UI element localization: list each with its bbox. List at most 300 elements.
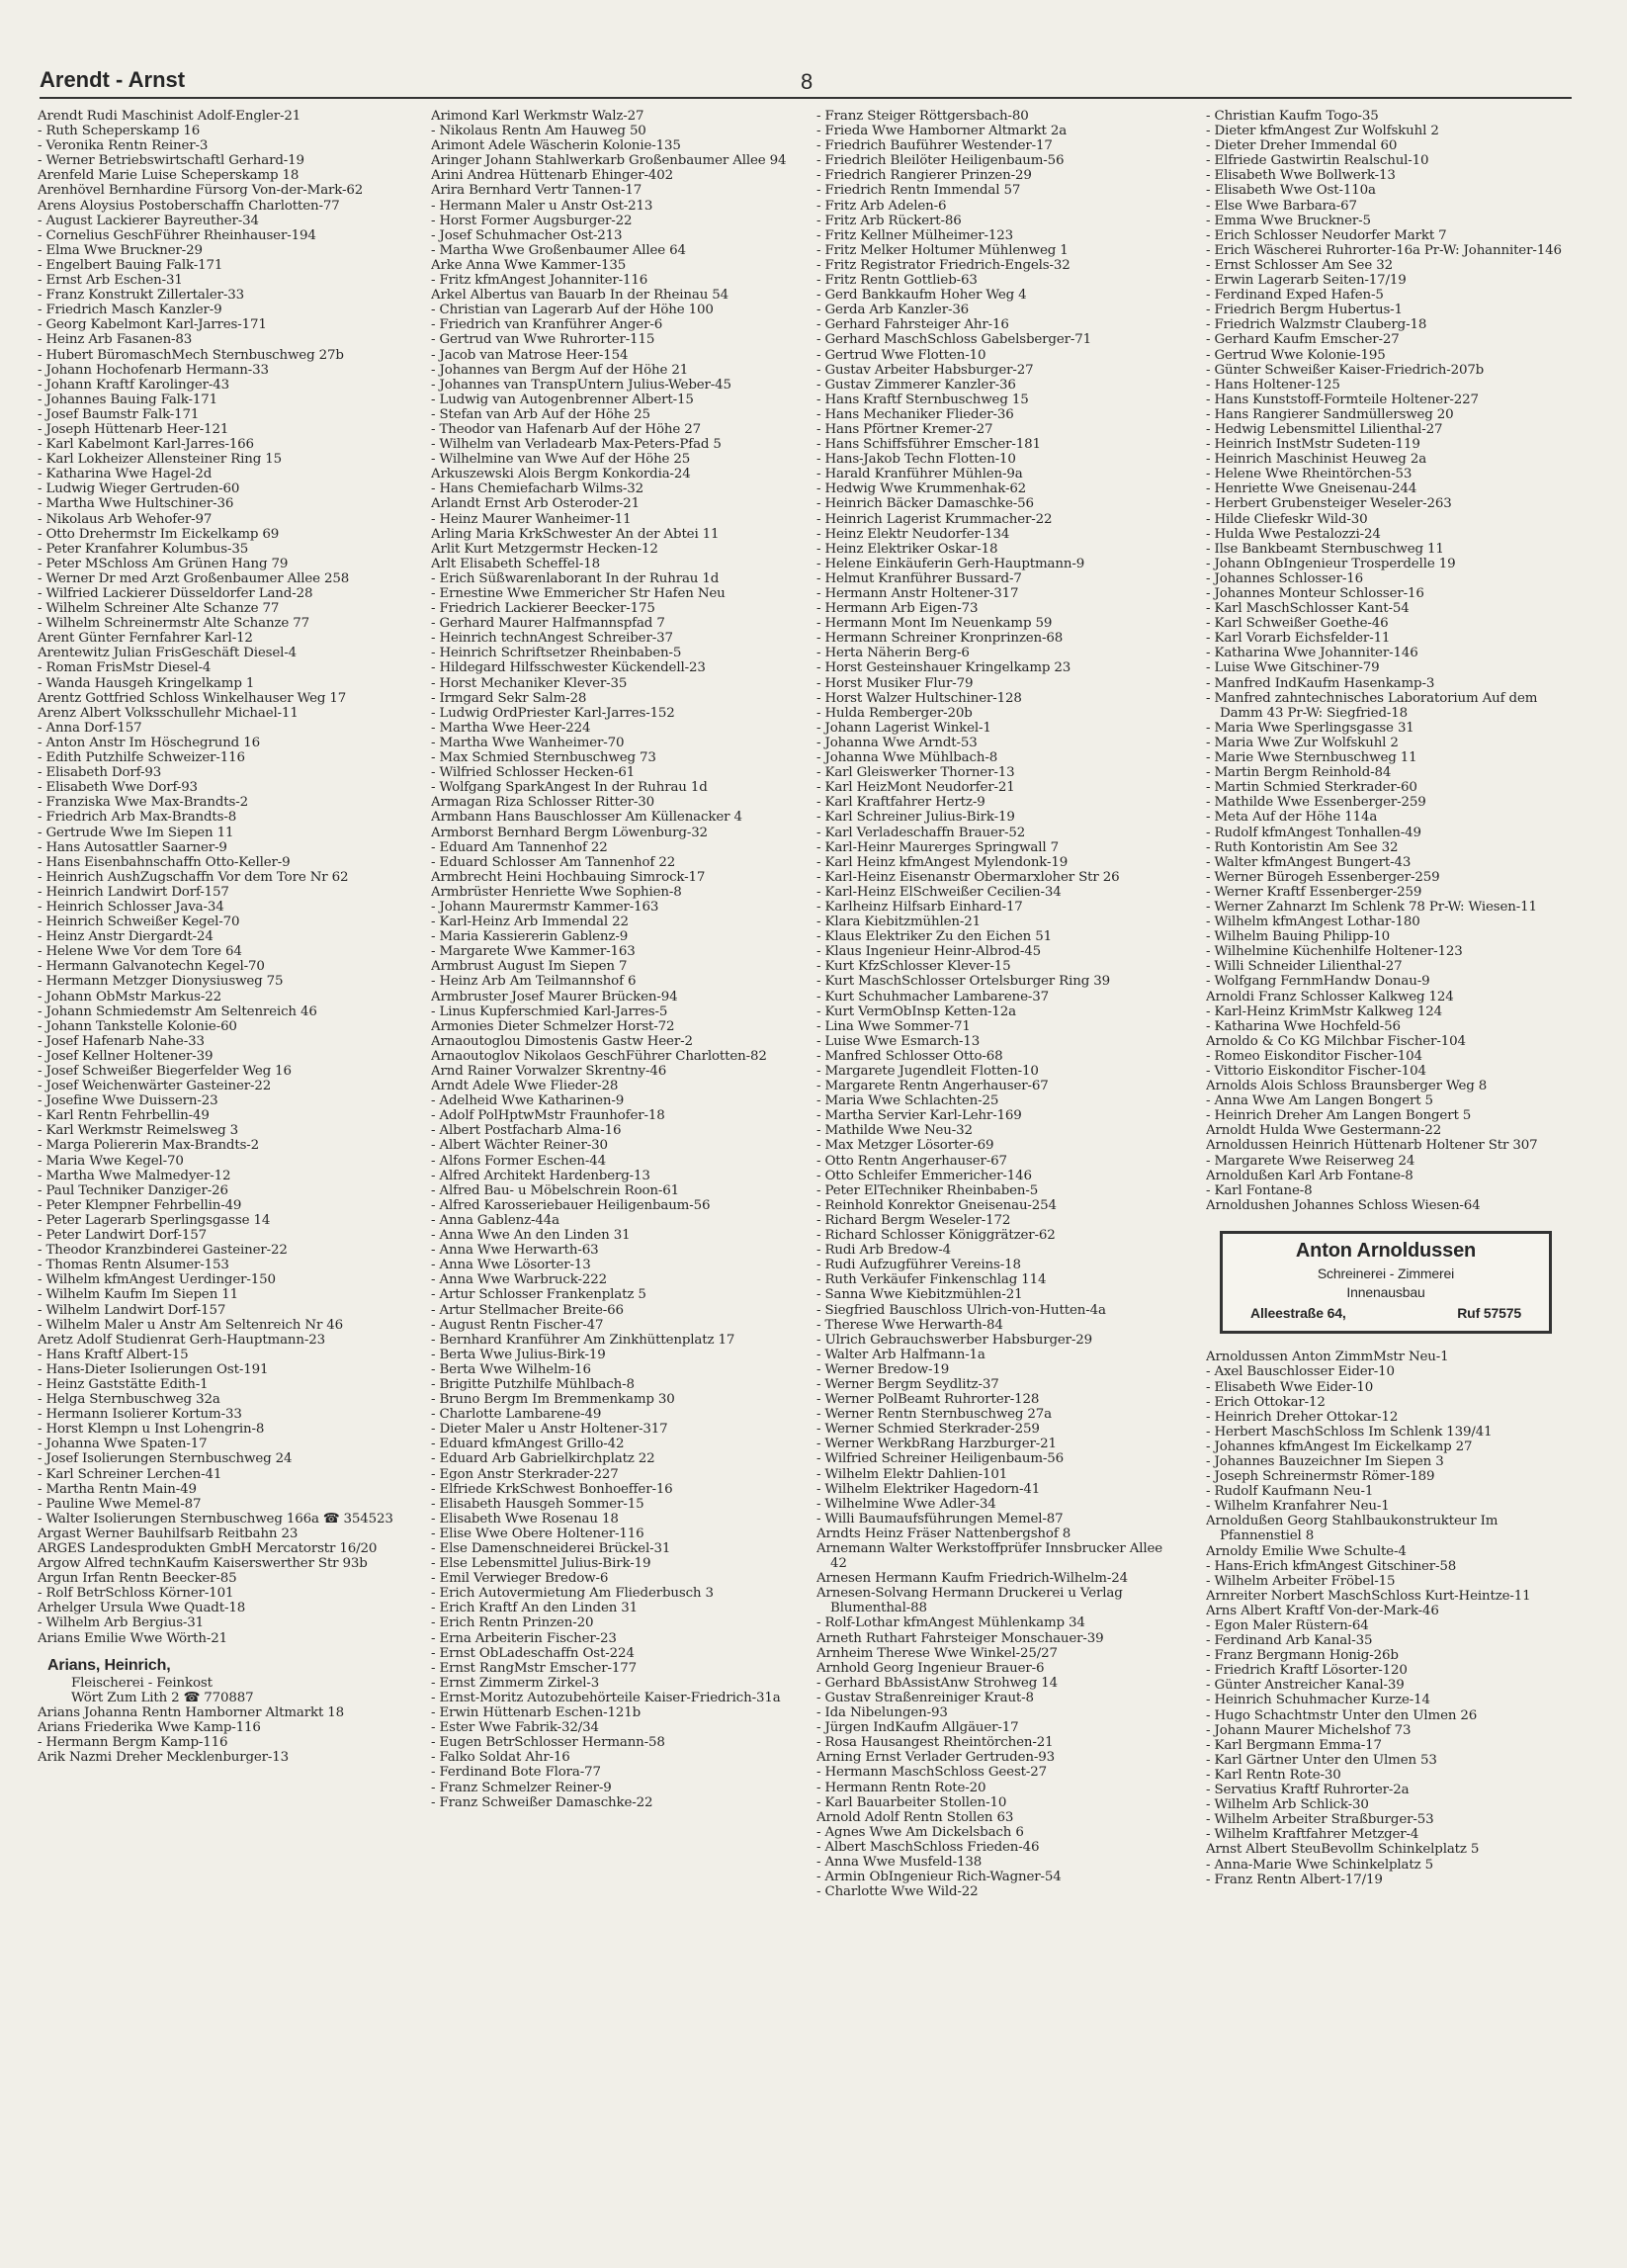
- directory-entry: - Elfriede Gastwirtin Realschul-10: [1206, 153, 1429, 169]
- directory-entry: - Heinz Maurer Wanheimer-11: [431, 511, 632, 527]
- directory-entry: - Margarete Wwe Kammer-163: [431, 944, 636, 960]
- directory-entry: Arens Aloysius Postoberschaffn Charlotten-77: [38, 198, 340, 214]
- directory-entry: - Heinrich Bäcker Damaschke-56: [816, 496, 1034, 512]
- directory-entry: - Josef Weichenwärter Gasteiner-22: [38, 1079, 272, 1094]
- directory-entry: - Fritz Melker Holtumer Mühlenweg 1: [816, 242, 1069, 258]
- directory-entry: - Wilhelm Arbeiter Straßburger-53: [1206, 1812, 1434, 1828]
- directory-entry: - Anton Anstr Im Höschegrund 16: [38, 735, 260, 750]
- directory-entry: - Fritz Arb Rückert-86: [816, 213, 962, 228]
- directory-entry: - Hans Autosattler Saarner-9: [38, 839, 227, 855]
- directory-entry: - Hans Eisenbahnschaffn Otto-Keller-9: [38, 854, 291, 870]
- directory-entry: - Bernhard Kranführer Am Zinkhüttenplatz 17: [431, 1332, 735, 1348]
- directory-entry: - Karl Gärtner Unter den Ulmen 53: [1206, 1752, 1437, 1768]
- directory-entry: - Martha Wwe Malmedyer-12: [38, 1168, 231, 1183]
- directory-entry: - Lina Wwe Sommer-71: [816, 1018, 971, 1034]
- directory-entry: - Hildegard Hilfsschwester Kückendell-23: [431, 660, 706, 676]
- directory-entry: - Karl-Heinz KrimMstr Kalkweg 124: [1206, 1003, 1443, 1019]
- directory-entry: - Gustav Straßenreiniger Kraut-8: [816, 1690, 1034, 1705]
- directory-entry: - Wilhelm Arb Bergius-31: [38, 1615, 205, 1631]
- directory-entry: - Wilhelm van Verladearb Max-Peters-Pfad 5: [431, 437, 722, 453]
- directory-entry: - Christian van Lagerarb Auf der Höhe 100: [431, 303, 714, 318]
- directory-entry: - Katharina Wwe Hagel-2d: [38, 467, 213, 482]
- directory-entry: - Karl-Heinz ElSchweißer Cecilien-34: [816, 884, 1062, 900]
- directory-entry: - Engelbert Bauing Falk-171: [38, 257, 223, 273]
- directory-entry: - Helga Sternbuschweg 32a: [38, 1392, 220, 1408]
- directory-entry: - Johannes Bauing Falk-171: [38, 392, 218, 407]
- directory-entry: - Joseph Hüttenarb Heer-121: [38, 421, 229, 437]
- directory-entry: - Marga Poliererin Max-Brandts-2: [38, 1138, 260, 1154]
- directory-entry: - Gerhard Kaufm Emscher-27: [1206, 332, 1400, 348]
- directory-entry: - Veronika Rentn Reiner-3: [38, 138, 209, 154]
- directory-entry: - Erwin Lagerarb Seiten-17/19: [1206, 273, 1407, 289]
- directory-entry: - Wilhelm Arb Schlick-30: [1206, 1797, 1369, 1813]
- directory-entry: - Walter Arb Halfmann-1a: [816, 1347, 985, 1362]
- directory-entry: - Josef Hafenarb Nahe-33: [38, 1033, 205, 1049]
- directory-entry: - Karl Verladeschaffn Brauer-52: [816, 825, 1026, 840]
- directory-entry: - Dieter Maler u Anstr Holtener-317: [431, 1422, 668, 1438]
- directory-entry: - Hermann Anstr Holtener-317: [816, 586, 1019, 601]
- directory-entry: Arenz Albert Volksschullehr Michael-11: [38, 705, 299, 721]
- directory-entry: - Karl-Heinr Maurerges Springwall 7: [816, 839, 1059, 855]
- directory-entry: - Richard Schlosser Königgrätzer-62: [816, 1228, 1056, 1244]
- directory-entry: - Dieter Dreher Immendal 60: [1206, 138, 1398, 154]
- directory-entry: - Elisabeth Wwe Ost-110a: [1206, 183, 1376, 199]
- directory-entry: Arns Albert Kraftf Von-der-Mark-46: [1206, 1603, 1439, 1618]
- directory-entry: - Wilhelm Kranfahrer Neu-1: [1206, 1499, 1390, 1515]
- directory-entry: - Karl MaschSchlosser Kant-54: [1206, 601, 1410, 617]
- directory-entry: - Friedrich van Kranführer Anger-6: [431, 317, 663, 333]
- directory-entry: - Brigitte Putzhilfe Mühlbach-8: [431, 1376, 635, 1392]
- directory-entry: - Servatius Kraftf Ruhrorter-2a: [1206, 1783, 1410, 1798]
- directory-entry: - Hedwig Lebensmittel Lilienthal-27: [1206, 421, 1443, 437]
- directory-entry: - Martin Bergm Reinhold-84: [1206, 765, 1392, 781]
- directory-entry: - Karl Bauarbeiter Stollen-10: [816, 1794, 1007, 1810]
- ad-box-phone: Ruf 57575: [1457, 1305, 1521, 1322]
- directory-entry: - Johann Lagerist Winkel-1: [816, 720, 991, 736]
- directory-entry: - Karl-Heinz Eisenanstr Obermarxloher Str 26: [816, 869, 1120, 885]
- directory-entry: - Wilhelm Kraftfahrer Metzger-4: [1206, 1827, 1419, 1843]
- directory-entry: - Wilfried Schreiner Heiligenbaum-56: [816, 1451, 1064, 1467]
- directory-entry: - Maria Wwe Sperlingsgasse 31: [1206, 720, 1414, 736]
- directory-entry: - Helene Wwe Rheintörchen-53: [1206, 467, 1413, 482]
- directory-entry: Arimont Adele Wäscherin Kolonie-135: [431, 138, 681, 154]
- directory-entry: Arnst Albert SteuBevollm Schinkelplatz 5: [1206, 1842, 1480, 1858]
- directory-entry: - Johannes van TranspUntern Julius-Weber-45: [431, 377, 731, 393]
- directory-entry: - Gustav Zimmerer Kanzler-36: [816, 377, 1016, 393]
- directory-entry: Arira Bernhard Vertr Tannen-17: [431, 183, 642, 199]
- directory-entry: - Hans Pförtner Kremer-27: [816, 421, 993, 437]
- ad-box-address: Alleestraße 64,: [1250, 1305, 1346, 1322]
- directory-entry: Arnoldy Emilie Wwe Schulte-4: [1206, 1543, 1407, 1559]
- directory-entry: - Horst Musiker Flur-79: [816, 675, 974, 691]
- directory-entry: - Karlheinz Hilfsarb Einhard-17: [816, 899, 1023, 915]
- directory-entry: - Josef Isolierungen Sternbuschweg 24: [38, 1451, 293, 1467]
- directory-entry: - Luise Wwe Gitschiner-79: [1206, 660, 1380, 676]
- directory-entry: Arentewitz Julian FrisGeschäft Diesel-4: [38, 646, 298, 661]
- directory-entry: Arenhövel Bernhardine Fürsorg Von-der-Mark-62: [38, 183, 364, 199]
- directory-entry: - Johannes van Bergm Auf der Höhe 21: [431, 362, 689, 378]
- directory-entry: - Falko Soldat Ahr-16: [431, 1750, 570, 1766]
- directory-entry: Arkuszewski Alois Bergm Konkordia-24: [431, 467, 691, 482]
- directory-entry: - Heinrich Lagerist Krummacher-22: [816, 511, 1053, 527]
- directory-entry: - Harald Kranführer Mühlen-9a: [816, 467, 1023, 482]
- directory-entry: - Hans-Jakob Techn Flotten-10: [816, 452, 1016, 468]
- entry-list-1: [38, 109, 403, 1646]
- directory-entry: - Franz Schweißer Damaschke-22: [431, 1794, 653, 1810]
- directory-entry: - Erich Autovermietung Am Fliederbusch 3: [431, 1586, 714, 1602]
- directory-entry: - Hubert BüromaschMech Sternbuschweg 27b: [38, 347, 344, 363]
- directory-entry: - Else Wwe Barbara-67: [1206, 198, 1357, 214]
- directory-entry: - Hedwig Wwe Krummenhak-62: [816, 481, 1027, 497]
- directory-entry: - Margarete Rentn Angerhauser-67: [816, 1079, 1049, 1094]
- directory-entry: - Friedrich Rangierer Prinzen-29: [816, 168, 1032, 184]
- directory-entry: - Werner Bergm Seydlitz-37: [816, 1376, 999, 1392]
- directory-entry: Arling Maria KrkSchwester An der Abtei 11: [431, 526, 720, 542]
- directory-entry: - Elisabeth Dorf-93: [38, 765, 162, 781]
- entry-list-4: [1206, 109, 1572, 1213]
- directory-entry: - Ludwig van Autogenbrenner Albert-15: [431, 392, 694, 407]
- directory-entry: Arnoldt Hulda Wwe Gestermann-22: [1206, 1123, 1442, 1139]
- directory-entry: - Ernst Arb Eschen-31: [38, 273, 183, 289]
- directory-entry: - Werner Schmied Sterkrader-259: [816, 1422, 1040, 1438]
- directory-entry: Aringer Johann Stahlwerkarb Großenbaumer Allee 94: [431, 153, 787, 169]
- directory-entry: - Friedrich Lackierer Beecker-175: [431, 601, 655, 617]
- directory-entry: - Agnes Wwe Am Dickelsbach 6: [816, 1824, 1024, 1840]
- column-2: [431, 109, 797, 2254]
- directory-entry: - Richard Bergm Weseler-172: [816, 1212, 1011, 1228]
- directory-entry: Arini Andrea Hüttenarb Ehinger-402: [431, 168, 673, 184]
- directory-entry: - Erich Rentn Prinzen-20: [431, 1615, 594, 1631]
- directory-entry: - Karl Schreiner Julius-Birk-19: [816, 810, 1015, 826]
- directory-entry: - Elfriede KrkSchwest Bonhoeffer-16: [431, 1481, 673, 1497]
- directory-entry: - Pauline Wwe Memel-87: [38, 1496, 202, 1512]
- directory-entry: Arnoldushen Johannes Schloss Wiesen-64: [1206, 1197, 1481, 1213]
- directory-entry: - Friedrich Walzmstr Clauberg-18: [1206, 317, 1427, 333]
- directory-entry: - Heinz Elektr Neudorfer-134: [816, 526, 1010, 542]
- directory-entry: - Wolfgang FernmHandw Donau-9: [1206, 974, 1430, 990]
- directory-entry: - Peter MSchloss Am Grünen Hang 79: [38, 556, 289, 571]
- directory-entry: Armagan Riza Schlosser Ritter-30: [431, 795, 655, 811]
- directory-entry: - Cornelius GeschFührer Rheinhauser-194: [38, 227, 316, 243]
- directory-entry: - Hilde Cliefeskr Wild-30: [1206, 511, 1368, 527]
- directory-entry: - Else Damenschneiderei Brückel-31: [431, 1541, 671, 1556]
- directory-entry: - Marie Wwe Sternbuschweg 11: [1206, 750, 1417, 766]
- directory-entry: - Wilhelmine Wwe Adler-34: [816, 1496, 996, 1512]
- directory-entry: - Martha Wwe Heer-224: [431, 720, 591, 736]
- ad-inline-entry: Arians Johanna Rentn Hamborner Altmarkt 18: [38, 1704, 345, 1720]
- directory-entry: - Berta Wwe Wilhelm-16: [431, 1361, 591, 1377]
- directory-entry: - Hans-Erich kfmAngest Gitschiner-58: [1206, 1558, 1457, 1574]
- directory-entry: - Ferdinand Bote Flora-77: [431, 1765, 601, 1781]
- directory-entry: - Anna Wwe Warbruck-222: [431, 1272, 607, 1288]
- directory-entry: - Kurt KfzSchlosser Klever-15: [816, 959, 1011, 975]
- directory-entry: - Werner Kraftf Essenberger-259: [1206, 884, 1422, 900]
- directory-entry: ARGES Landesprodukten GmbH Mercatorstr 16/20: [38, 1541, 378, 1556]
- directory-entry: - Kurt Schuhmacher Lambarene-37: [816, 989, 1050, 1004]
- directory-entry: - Wilhelm Schreinermstr Alte Schanze 77: [38, 616, 309, 632]
- directory-entry: - Wilhelm Elektriker Hagedorn-41: [816, 1481, 1041, 1497]
- directory-entry: - Joseph Schreinermstr Römer-189: [1206, 1469, 1435, 1485]
- directory-entry: - Erich Kraftf An den Linden 31: [431, 1601, 639, 1616]
- directory-entry: - Stefan van Arb Auf der Höhe 25: [431, 406, 650, 422]
- directory-entry: - Hermann Isolierer Kortum-33: [38, 1407, 242, 1423]
- directory-entry: - Karl Gleiswerker Thorner-13: [816, 765, 1015, 781]
- directory-entry: - Albert MaschSchloss Frieden-46: [816, 1839, 1040, 1855]
- directory-entry: - Werner Zahnarzt Im Schlenk 78 Pr-W: Wiesen-11: [1206, 899, 1537, 915]
- directory-entry: - Heinrich Schuhmacher Kurze-14: [1206, 1693, 1430, 1708]
- directory-entry: - Charlotte Lambarene-49: [431, 1407, 602, 1423]
- directory-entry: - Axel Bauschlosser Eider-10: [1206, 1364, 1395, 1380]
- directory-entry: Armborst Bernhard Bergm Löwenburg-32: [431, 825, 708, 840]
- directory-entry: Arnaoutoglou Dimostenis Gastw Heer-2: [431, 1033, 693, 1049]
- directory-entry: - Willi Schneider Lilienthal-27: [1206, 959, 1403, 975]
- directory-entry: Armbrust August Im Siepen 7: [431, 959, 628, 975]
- directory-entry: - Herta Näherin Berg-6: [816, 646, 970, 661]
- directory-entry: Armbrecht Heini Hochbauing Simrock-17: [431, 869, 706, 885]
- advertisement-box: [1220, 1231, 1552, 1334]
- directory-entry: Arnoldussen Heinrich Hüttenarb Holtener Str 307: [1206, 1138, 1538, 1154]
- directory-entry: - Mathilde Wwe Essenberger-259: [1206, 795, 1426, 811]
- directory-entry: - Johann ObIngenieur Trosperdelle 19: [1206, 556, 1456, 571]
- directory-entry: Arnd Rainer Vorwalzer Skrentny-46: [431, 1064, 667, 1079]
- directory-entry: - Franz Konstrukt Zillertaler-33: [38, 288, 244, 304]
- directory-entry: - Hermann Metzger Dionysiusweg 75: [38, 974, 284, 990]
- directory-entry: - Heinrich Dreher Ottokar-12: [1206, 1409, 1399, 1425]
- ad-inline-entry: Arians Friederika Wwe Kamp-116: [38, 1719, 261, 1735]
- directory-entry: - Elisabeth Hausgeh Sommer-15: [431, 1496, 644, 1512]
- directory-entry: - Johannes kfmAngest Im Eickelkamp 27: [1206, 1439, 1473, 1454]
- directory-entry: - Nikolaus Rentn Am Hauweg 50: [431, 124, 646, 139]
- directory-entry: - Heinrich Maschinist Heuweg 2a: [1206, 452, 1427, 468]
- directory-entry: - Therese Wwe Herwarth-84: [816, 1317, 1003, 1333]
- directory-entry: - Karl HeizMont Neudorfer-21: [816, 780, 1015, 796]
- directory-entry: - Gerd Bankkaufm Hoher Weg 4: [816, 288, 1027, 304]
- directory-entry: - Ferdinand Arb Kanal-35: [1206, 1633, 1373, 1649]
- directory-entry: - Alfred Architekt Hardenberg-13: [431, 1168, 650, 1183]
- directory-entry: - Heinrich Landwirt Dorf-157: [38, 884, 229, 900]
- entry-list-5: [1206, 1350, 1572, 1886]
- directory-entry: - Theodor Kranzbinderei Gasteiner-22: [38, 1243, 288, 1259]
- inline-advertisement: [38, 1656, 403, 1766]
- directory-entry: - Heinrich Schriftsetzer Rheinbaben-5: [431, 646, 682, 661]
- directory-entry: - Alfred Karosseriebauer Heiligenbaum-56: [431, 1197, 711, 1213]
- directory-entry: - Johannes Bauzeichner Im Siepen 3: [1206, 1453, 1444, 1469]
- directory-entry: - Frieda Wwe Hamborner Altmarkt 2a: [816, 124, 1068, 139]
- directory-entry: - Johann Schmiedemstr Am Seltenreich 46: [38, 1003, 317, 1019]
- directory-entry: - Johann Hochofenarb Hermann-33: [38, 362, 269, 378]
- directory-entry: Aretz Adolf Studienrat Gerh-Hauptmann-23: [38, 1332, 325, 1348]
- directory-entry: - Ruth Scheperskamp 16: [38, 124, 201, 139]
- directory-entry: Arentz Gottfried Schloss Winkelhauser Weg 17: [38, 690, 347, 706]
- directory-entry: - Hans Kunststoff-Formteile Holtener-227: [1206, 392, 1479, 407]
- directory-entry: - Peter ElTechniker Rheinbaben-5: [816, 1182, 1039, 1198]
- directory-entry: - Johann Tankstelle Kolonie-60: [38, 1018, 237, 1034]
- directory-entry: - Werner Betriebswirtschaftl Gerhard-19: [38, 153, 304, 169]
- directory-entry: - Wilhelm Schreiner Alte Schanze 77: [38, 601, 280, 617]
- directory-entry: - Romeo Eiskonditor Fischer-104: [1206, 1048, 1422, 1064]
- directory-entry: - Margarete Jugendleit Flotten-10: [816, 1064, 1039, 1079]
- directory-entry: - Mathilde Wwe Neu-32: [816, 1123, 973, 1139]
- directory-entry: - Hulda Remberger-20b: [816, 705, 973, 721]
- directory-entry: - Franziska Wwe Max-Brandts-2: [38, 795, 248, 811]
- directory-entry: - Berta Wwe Julius-Birk-19: [431, 1347, 606, 1362]
- directory-entry: - Anna Wwe An den Linden 31: [431, 1228, 631, 1244]
- directory-entry: - Maria Kassiererin Gablenz-9: [431, 929, 629, 945]
- directory-entry: - Hans Holtener-125: [1206, 377, 1340, 393]
- directory-entry: - Ernst RangMstr Emscher-177: [431, 1660, 637, 1676]
- directory-entry: - August Rentn Fischer-47: [431, 1317, 604, 1333]
- directory-entry: Armbann Hans Bauschlosser Am Küllenacker 4: [431, 810, 742, 826]
- directory-entry: - Adelheid Wwe Katharinen-9: [431, 1093, 625, 1109]
- directory-entry: - Kurt VermObInsp Ketten-12a: [816, 1003, 1017, 1019]
- directory-entry: - August Lackierer Bayreuther-34: [38, 213, 259, 228]
- directory-entry: Arnheim Therese Wwe Winkel-25/27: [816, 1645, 1058, 1661]
- directory-entry: - Rudolf Kaufmann Neu-1: [1206, 1484, 1374, 1500]
- directory-entry: - Gerhard Fahrsteiger Ahr-16: [816, 317, 1009, 333]
- directory-entry: - Friedrich Bergm Hubertus-1: [1206, 303, 1403, 318]
- directory-entry: - Wilfried Schlosser Hecken-61: [431, 765, 636, 781]
- directory-entry: - Hans Rangierer Sandmüllersweg 20: [1206, 406, 1454, 422]
- directory-entry: - Werner Bredow-19: [816, 1361, 950, 1377]
- directory-entry: - Gerhard BbAssistAnw Strohweg 14: [816, 1675, 1058, 1691]
- directory-entry: - Johannes Monteur Schlosser-16: [1206, 586, 1424, 601]
- directory-entry: - Albert Wächter Reiner-30: [431, 1138, 608, 1154]
- directory-entry: Arnhold Georg Ingenieur Brauer-6: [816, 1660, 1045, 1676]
- directory-entry: - Adolf PolHptwMstr Fraunhofer-18: [431, 1108, 665, 1124]
- directory-entry: - Wilhelm Elektr Dahlien-101: [816, 1466, 1008, 1482]
- directory-entry: - Ernst Schlosser Am See 32: [1206, 257, 1393, 273]
- directory-entry: - Johann ObMstr Markus-22: [38, 989, 222, 1004]
- directory-entry: - Alfons Former Eschen-44: [431, 1153, 606, 1169]
- directory-entry: Arimond Karl Werkmstr Walz-27: [431, 109, 644, 124]
- directory-entry: - Martin Schmied Sterkrader-60: [1206, 780, 1417, 796]
- directory-entry: - Rolf-Lothar kfmAngest Mühlenkamp 34: [816, 1615, 1085, 1631]
- directory-entry: - Rudi Arb Bredow-4: [816, 1243, 951, 1259]
- directory-entry: - Walter Isolierungen Sternbuschweg 166a ☎ 354523: [38, 1511, 393, 1527]
- directory-entry: Argun Irfan Rentn Beecker-85: [38, 1571, 237, 1587]
- column-1: [38, 109, 403, 2254]
- directory-entry: - Karl Heinz kfmAngest Mylendonk-19: [816, 854, 1069, 870]
- directory-entry: - Heinz Anstr Diergardt-24: [38, 929, 214, 945]
- directory-entry: - Karl Schweißer Goethe-46: [1206, 616, 1389, 632]
- directory-entry: - Elisabeth Wwe Rosenau 18: [431, 1511, 619, 1527]
- page-number: 8: [801, 69, 814, 94]
- directory-entry: - Rolf BetrSchloss Körner-101: [38, 1586, 234, 1602]
- directory-entry: - Hermann Schreiner Kronprinzen-68: [816, 631, 1064, 647]
- directory-entry: - Wilhelmine van Wwe Auf der Höhe 25: [431, 452, 691, 468]
- directory-entry: - Jacob van Matrose Heer-154: [431, 347, 629, 363]
- directory-entry: Arlt Elisabeth Scheffel-18: [431, 556, 600, 571]
- directory-entry: - Johanna Wwe Arndt-53: [816, 735, 978, 750]
- directory-entry: - Ernst ObLadeschaffn Ost-224: [431, 1645, 635, 1661]
- directory-entry: - Hans Schiffsführer Emscher-181: [816, 437, 1041, 453]
- directory-entry: - Heinrich InstMstr Sudeten-119: [1206, 437, 1420, 453]
- directory-entry: - Werner Rentn Sternbuschweg 27a: [816, 1407, 1053, 1423]
- directory-entry: - Karl Kraftfahrer Hertz-9: [816, 795, 985, 811]
- column-3: [816, 109, 1182, 2254]
- directory-entry: - Fritz Arb Adelen-6: [816, 198, 947, 214]
- directory-entry: - Hans Mechaniker Flieder-36: [816, 406, 1014, 422]
- directory-entry: - Rudi Aufzugführer Vereins-18: [816, 1258, 1021, 1273]
- directory-entry: - Ernst Zimmerm Zirkel-3: [431, 1675, 600, 1691]
- directory-entry: - Franz Steiger Röttgersbach-80: [816, 109, 1029, 124]
- ad-inline-entry: - Hermann Bergm Kamp-116: [38, 1735, 228, 1751]
- directory-entry: - Günter Anstreicher Kanal-39: [1206, 1678, 1405, 1694]
- directory-entry: - Johanna Wwe Mühlbach-8: [816, 750, 998, 766]
- directory-entry: - Eduard Arb Gabrielkirchplatz 22: [431, 1451, 655, 1467]
- directory-entry: - Josef Schuhmacher Ost-213: [431, 227, 623, 243]
- directory-entry: - Otto Schleifer Emmericher-146: [816, 1168, 1032, 1183]
- directory-entry: - Christian Kaufm Togo-35: [1206, 109, 1379, 124]
- directory-entry: - Otto Drehermstr Im Eickelkamp 69: [38, 526, 280, 542]
- directory-entry: - Wilhelm Kaufm Im Siepen 11: [38, 1287, 239, 1303]
- directory-entry: Arning Ernst Verlader Gertruden-93: [816, 1750, 1055, 1766]
- directory-entry: - Erwin Hüttenarb Eschen-121b: [431, 1705, 642, 1721]
- directory-entry: - Maria Wwe Kegel-70: [38, 1153, 184, 1169]
- directory-entry: - Horst Klempn u Inst Lohengrin-8: [38, 1422, 265, 1438]
- directory-entry: - Friedrich Arb Max-Brandts-8: [38, 810, 237, 826]
- directory-entry: - Katharina Wwe Hochfeld-56: [1206, 1018, 1401, 1034]
- directory-entry: Arians Emilie Wwe Wörth-21: [38, 1630, 227, 1646]
- directory-entry: - Horst Former Augsburger-22: [431, 213, 633, 228]
- directory-entry: - Klara Kiebitzmühlen-21: [816, 915, 981, 930]
- directory-entry: - Ernst-Moritz Autozubehörteile Kaiser-Friedrich-31a: [431, 1690, 781, 1705]
- directory-entry: - Thomas Rentn Alsumer-153: [38, 1258, 229, 1273]
- directory-entry: - Charlotte Wwe Wild-22: [816, 1884, 979, 1900]
- directory-entry: - Margarete Wwe Reiserweg 24: [1206, 1153, 1415, 1169]
- directory-entry: - Wilhelm Bauing Philipp-10: [1206, 929, 1390, 945]
- directory-entry: Arlit Kurt Metzgermstr Hecken-12: [431, 541, 658, 557]
- directory-entry: - Ester Wwe Fabrik-32/34: [431, 1720, 599, 1736]
- directory-entry: - Wilhelmine Küchenhilfe Holtener-123: [1206, 944, 1463, 960]
- directory-entry: - Peter Landwirt Dorf-157: [38, 1228, 207, 1244]
- directory-entry: - Eduard kfmAngest Grillo-42: [431, 1437, 625, 1452]
- directory-entry: - Karl Rentn Fehrbellin-49: [38, 1108, 210, 1124]
- directory-entry: - Hans-Dieter Isolierungen Ost-191: [38, 1361, 269, 1377]
- directory-entry: - Hermann Maler u Anstr Ost-213: [431, 198, 653, 214]
- directory-entry: - Martha Wwe Wanheimer-70: [431, 735, 625, 750]
- directory-entry: - Fritz Rentn Gottlieb-63: [816, 273, 978, 289]
- directory-entry: - Heinrich Dreher Am Langen Bongert 5: [1206, 1108, 1472, 1124]
- directory-entry: - Johann Maurer Michelshof 73: [1206, 1722, 1412, 1738]
- column-4: [1206, 109, 1572, 2254]
- directory-entry: - Josefine Wwe Duissern-23: [38, 1093, 218, 1109]
- directory-entry: - Eduard Schlosser Am Tannenhof 22: [431, 854, 676, 870]
- directory-entry: - Werner PolBeamt Ruhrorter-128: [816, 1392, 1040, 1408]
- directory-entry: - Karl Schreiner Lerchen-41: [38, 1466, 222, 1482]
- directory-entry: - Karl Vorarb Eichsfelder-11: [1206, 631, 1391, 647]
- directory-entry: - Elisabeth Wwe Dorf-93: [38, 780, 198, 796]
- directory-entry: - Johann Maurermstr Kammer-163: [431, 899, 659, 915]
- directory-entry: - Hermann MaschSchloss Geest-27: [816, 1765, 1048, 1781]
- directory-entry: - Franz Schmelzer Reiner-9: [431, 1780, 612, 1795]
- directory-entry: - Martha Wwe Hultschiner-36: [38, 496, 234, 512]
- directory-entry: - Klaus Ingenieur Heinr-Albrod-45: [816, 944, 1041, 960]
- directory-entry: - Luise Wwe Esmarch-13: [816, 1033, 981, 1049]
- directory-entry: - Hans Chemiefacharb Wilms-32: [431, 481, 644, 497]
- directory-entry: - Elisabeth Wwe Eider-10: [1206, 1379, 1374, 1395]
- directory-entry: - Ferdinand Exped Hafen-5: [1206, 288, 1384, 304]
- ad-box-name: Anton Arnoldussen: [1295, 1239, 1477, 1262]
- directory-entry: - Martha Wwe Großenbaumer Allee 64: [431, 242, 686, 258]
- directory-entry: - Siegfried Bauschloss Ulrich-von-Hutten-4a: [816, 1302, 1106, 1318]
- directory-entry: - Vittorio Eiskonditor Fischer-104: [1206, 1064, 1426, 1079]
- directory-entry: - Gerhard Maurer Halfmannspfad 7: [431, 616, 665, 632]
- directory-entry: - Karl-Heinz Arb Immendal 22: [431, 915, 629, 930]
- ad-box-address-row: [1231, 1306, 1541, 1321]
- directory-entry: - Irmgard Sekr Salm-28: [431, 690, 587, 706]
- directory-entry: - Hermann Mont Im Neuenkamp 59: [816, 616, 1053, 632]
